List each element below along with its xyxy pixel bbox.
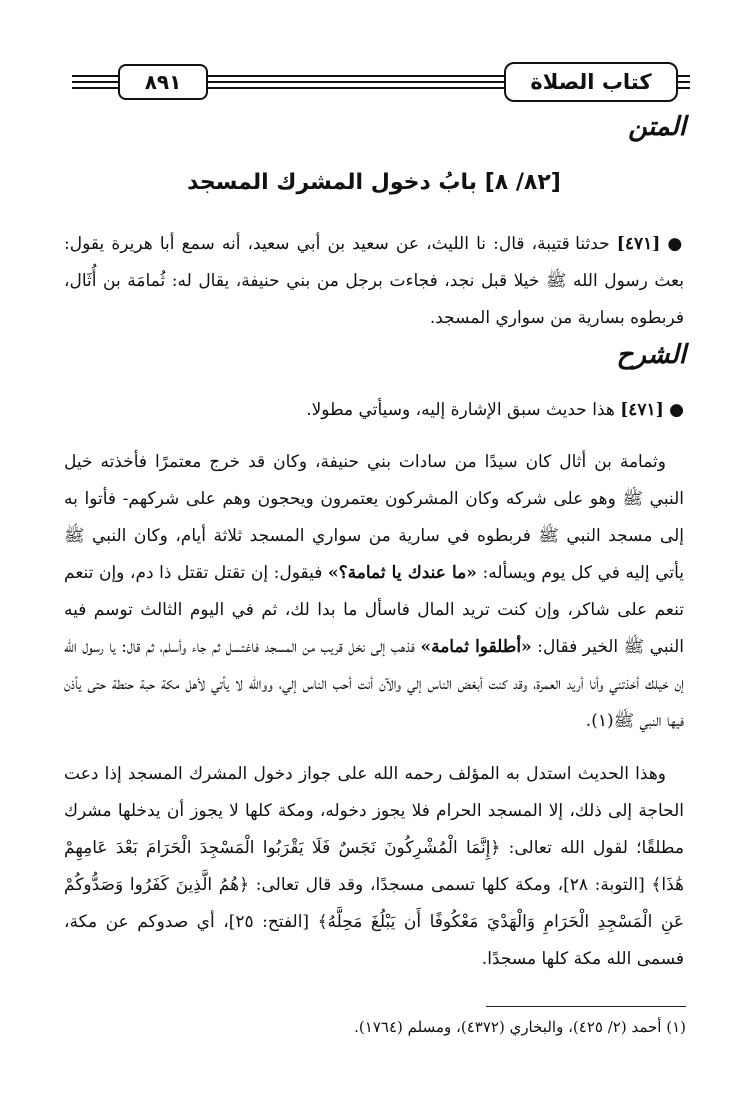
page-header <box>72 58 690 104</box>
prophet-quote: «أطلقوا ثمامة» <box>420 637 532 657</box>
sharh-label: الشرح <box>616 340 686 370</box>
matn-paragraph <box>64 226 684 337</box>
footnote: (١) أحمد (٢/ ٤٢٥)، والبخاري (٤٣٧٢)، ومسلم (١٧٦٤). <box>354 1018 686 1036</box>
sharh-intro <box>64 392 684 429</box>
bullet-icon: ● <box>660 234 684 254</box>
bullet-icon: ● <box>663 400 684 420</box>
sharh-paragraph-thumamah <box>64 444 684 740</box>
paragraph-text: فيقول: إن تقتل تقتل ذا دم، وإن تنعم تنعم على شاكر، وإن كنت تريد المال فاسأل ما بدا لك، ثم في اليوم الثالث توسم فيه النبي ﷺ الخير فقال: <box>64 563 685 657</box>
footnote-separator <box>486 1006 686 1007</box>
hadith-number: [٤٧١] <box>620 400 664 420</box>
sharh-intro-text: هذا حديث سبق الإشارة إليه، وسيأتي مطولا. <box>306 400 615 420</box>
page-number: ٨٩١ <box>118 64 208 100</box>
prophet-quote: «ما عندك يا ثمامة؟» <box>327 563 477 583</box>
chapter-title: [٨٢/ ٨] بابُ دخول المشرك المسجد <box>187 170 561 195</box>
paragraph-text: فذهب إلى نخل قريب من المسجد فاغتسل ثم جاء وأسلم، ثم قال: يا رسول الله إن خيلك أخذتني وأنا أريد العمرة، وقد كنت أبغض الناس إلي والآن أنت أحب الناس إلي، ووالله لا يأتي لأهل مكة حبة حنطة حتى يأذن فيها النبي ﷺ(١). <box>64 637 684 731</box>
paragraph-text: وثمامة بن أثال كان سيدًا من سادات بني حنيفة، وكان قد خرج معتمرًا فأخذته خيل النبي ﷺ وهو على شركه وكان المشركون يعتمرون ويحجون وهم على شركهم- فأتوا به إلى مسجد النبي ﷺ فربطوه في سارية من سواري المسجد ثلاثة أيام، وكان النبي ﷺ يأتي إليه في كل يوم ويسأله: <box>64 452 685 583</box>
paragraph-text: وهذا الحديث استدل به المؤلف رحمه الله على جواز دخول المشرك المسجد إذا دعت الحاجة إلى ذلك، إلا المسجد الحرام فلا يجوز دخوله، ومكة كلها لا يجوز أن يدخلها مشرك مطلقًا؛ لقول الله تعالى: ﴿إِنَّمَا الْمُشْرِكُونَ نَجَسٌ فَلَا يَقْرَبُوا الْمَسْجِدَ الْحَرَامَ بَعْدَ عَامِهِمْ هَٰذَا﴾ [التوبة: ٢٨]، ومكة كلها تسمى مسجدًا، وقد قال تعالى: ﴿هُمُ الَّذِينَ كَفَرُوا وَصَدُّوكُمْ عَنِ الْمَسْجِدِ الْحَرَامِ وَالْهَدْيَ مَعْكُوفًا أَن يَبْلُغَ مَحِلَّهُ﴾ [الفتح: ٢٥]، أي صدوكم عن مكة، فسمى الله مكة كلها مسجدًا. <box>64 764 684 969</box>
matn-text: حدثنا قتيبة، قال: نا الليث، عن سعيد بن أبي سعيد، أنه سمع أبا هريرة يقول: بعث رسول الله ﷺ خيلا قبل نجد، فجاءت برجل من بني حنيفة، يقال له: ثُمامَة بن أُثَال، فربطوه بسارية من سواري المسجد. <box>64 234 684 328</box>
sharh-paragraph-ruling <box>64 756 684 978</box>
hadith-number: [٤٧١] <box>616 234 661 254</box>
book-title: كتاب الصلاة <box>504 62 678 102</box>
matn-label: المتن <box>628 112 686 142</box>
